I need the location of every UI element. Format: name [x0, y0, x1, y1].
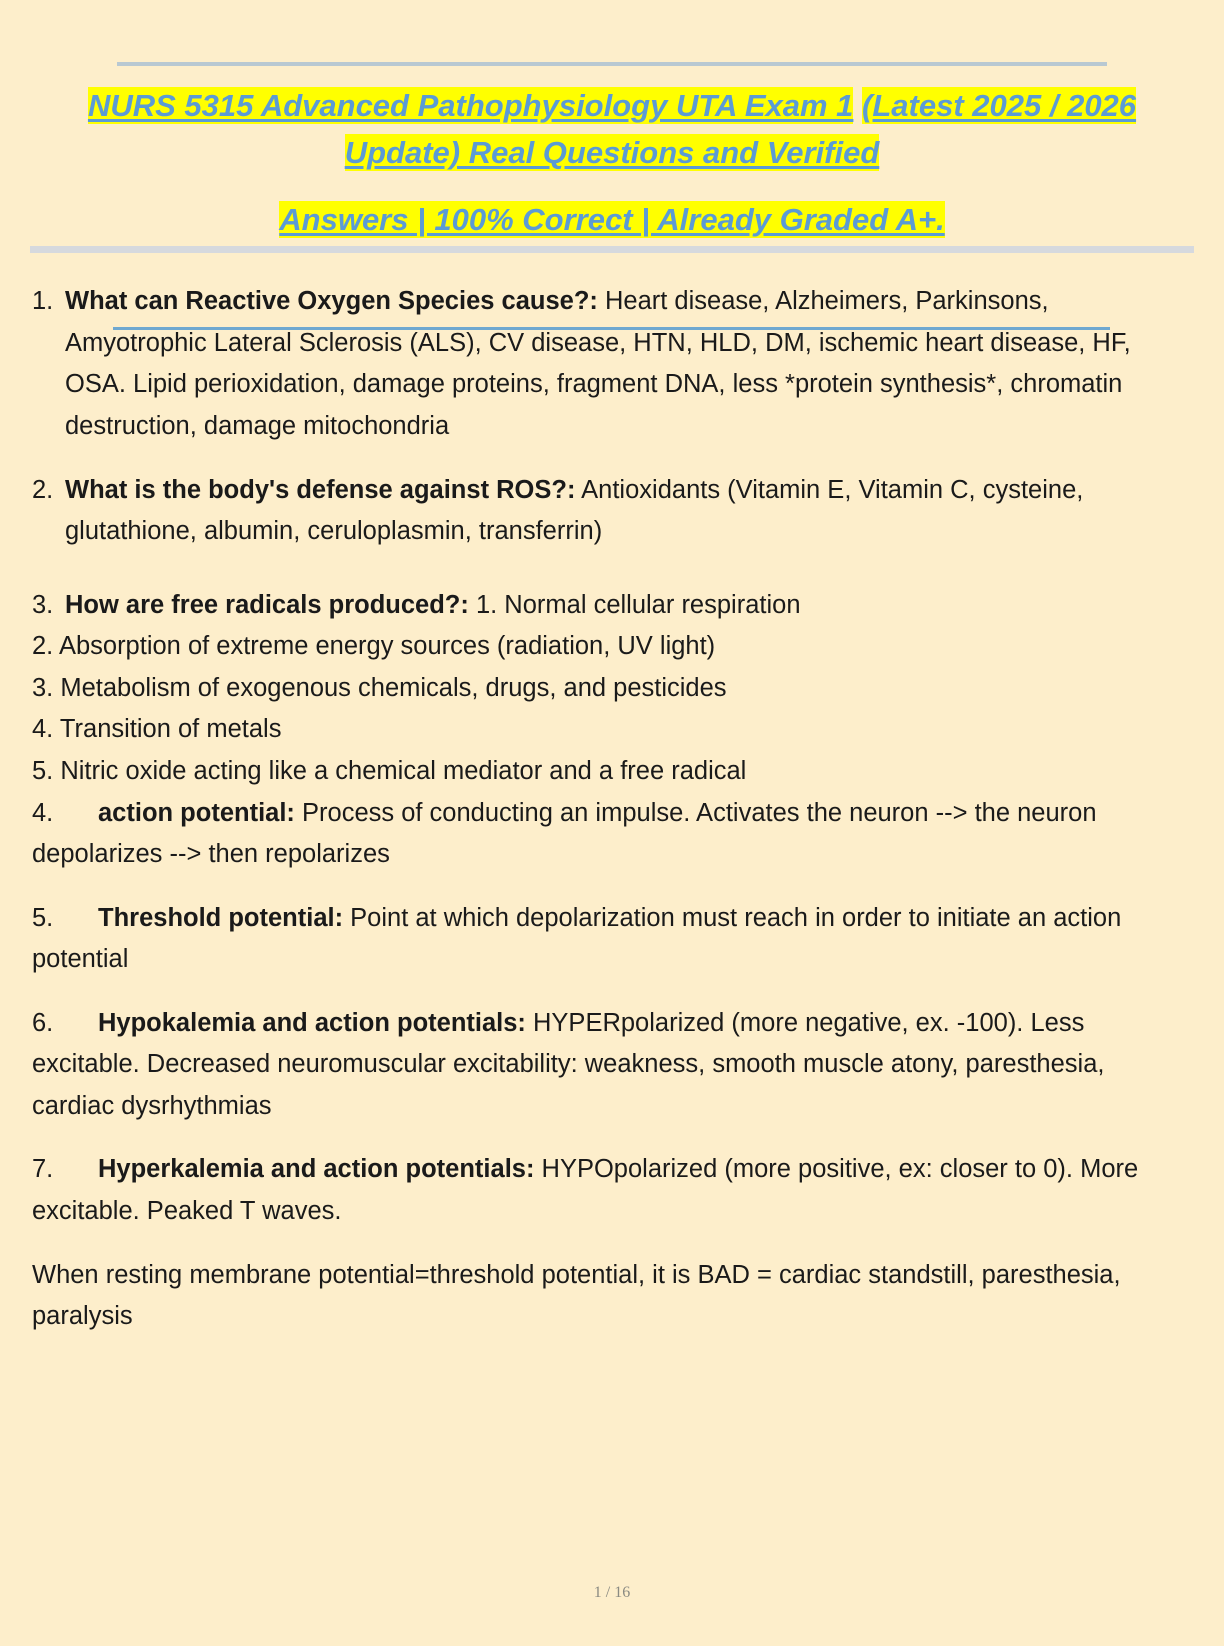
page-indicator: 1 / 16 [593, 1584, 631, 1601]
item-question: What is the body's defense against ROS?: [65, 475, 576, 504]
item-answer: Heart disease, Alzheimers, Parkinsons, Amyotrophic Lateral Sclerosis (ALS), CV disease, HTN, HLD, DM, ischemic heart disease, HF, OSA. Lipid perioxidation, damage proteins, fragment DNA, less *protein synthesis*, chromatin destruction, damage mitochondria [65, 287, 1131, 441]
item-question: How are free radicals produced?: [65, 590, 469, 619]
item-number: 1. [32, 287, 54, 316]
tab-list-item [20, 793, 1184, 876]
header-rule-middle [30, 246, 1194, 253]
item-answer: HYPERpolarized (more negative, ex. -100). Less excitable. Decreased neuromuscular excitability: weakness, smooth muscle atony, paresthesia, cardiac dysrhythmias [32, 1008, 1105, 1120]
item-number: 7. [32, 1155, 54, 1184]
tab-list-item [20, 1149, 1184, 1232]
title-line-2: (Latest 2025 / 2026 Update) Real Questions and Verified [344, 88, 1137, 171]
item-answer: Process of conducting an impulse. Activates the neuron --> the neuron depolarizes --> then repolarizes [32, 798, 1097, 869]
item-number: 3. [32, 590, 54, 619]
sublist-line: 2. Absorption of extreme energy sources (radiation, UV light) [32, 632, 716, 661]
sublist-line: 3. Metabolism of exogenous chemicals, drugs, and pesticides [32, 673, 727, 702]
document-body [0, 281, 1224, 1337]
question-list-continued [20, 585, 1184, 627]
list-item [20, 281, 1184, 447]
page-footer [0, 1584, 1224, 1602]
item-question: action potential: [98, 798, 295, 827]
item-answer: HYPOpolarized (more positive, ex: closer to 0). More excitable. Peaked T waves. [32, 1155, 1139, 1226]
tab-list-item [20, 1003, 1184, 1128]
item-number: 4. [32, 798, 54, 827]
tab-list-item [20, 898, 1184, 981]
item-question: Hypokalemia and action potentials: [98, 1008, 526, 1037]
title-line-3: Answers | 100% Correct | Already Graded A+. [279, 202, 945, 238]
spacer [20, 575, 1184, 585]
list-item [20, 470, 1184, 553]
item-question: What can Reactive Oxygen Species cause?: [65, 287, 598, 316]
sublist-line: 4. Transition of metals [32, 715, 282, 744]
item-number: 5. [32, 903, 54, 932]
page-title [0, 66, 1224, 243]
list-item [20, 585, 1184, 627]
item-question: Threshold potential: [98, 903, 344, 932]
item-answer: Antioxidants (Vitamin E, Vitamin C, cysteine, glutathione, albumin, ceruloplasmin, transferrin) [65, 475, 1084, 546]
question-list [20, 281, 1184, 552]
closing-paragraph: When resting membrane potential=threshold potential, it is BAD = cardiac standstill, paresthesia, paralysis [32, 1260, 1121, 1331]
document-header [0, 62, 1224, 243]
item-number: 6. [32, 1008, 54, 1037]
item-answer: 1. Normal cellular respiration [468, 590, 801, 619]
item-question: Hyperkalemia and action potentials: [98, 1155, 535, 1184]
item-answer: Point at which depolarization must reach in order to initiate an action potential [32, 903, 1122, 974]
item-number: 2. [32, 475, 54, 504]
title-line-1: NURS 5315 Advanced Pathophysiology UTA Exam 1 [87, 88, 854, 123]
sublist-line: 5. Nitric oxide acting like a chemical mediator and a free radical [32, 756, 747, 785]
